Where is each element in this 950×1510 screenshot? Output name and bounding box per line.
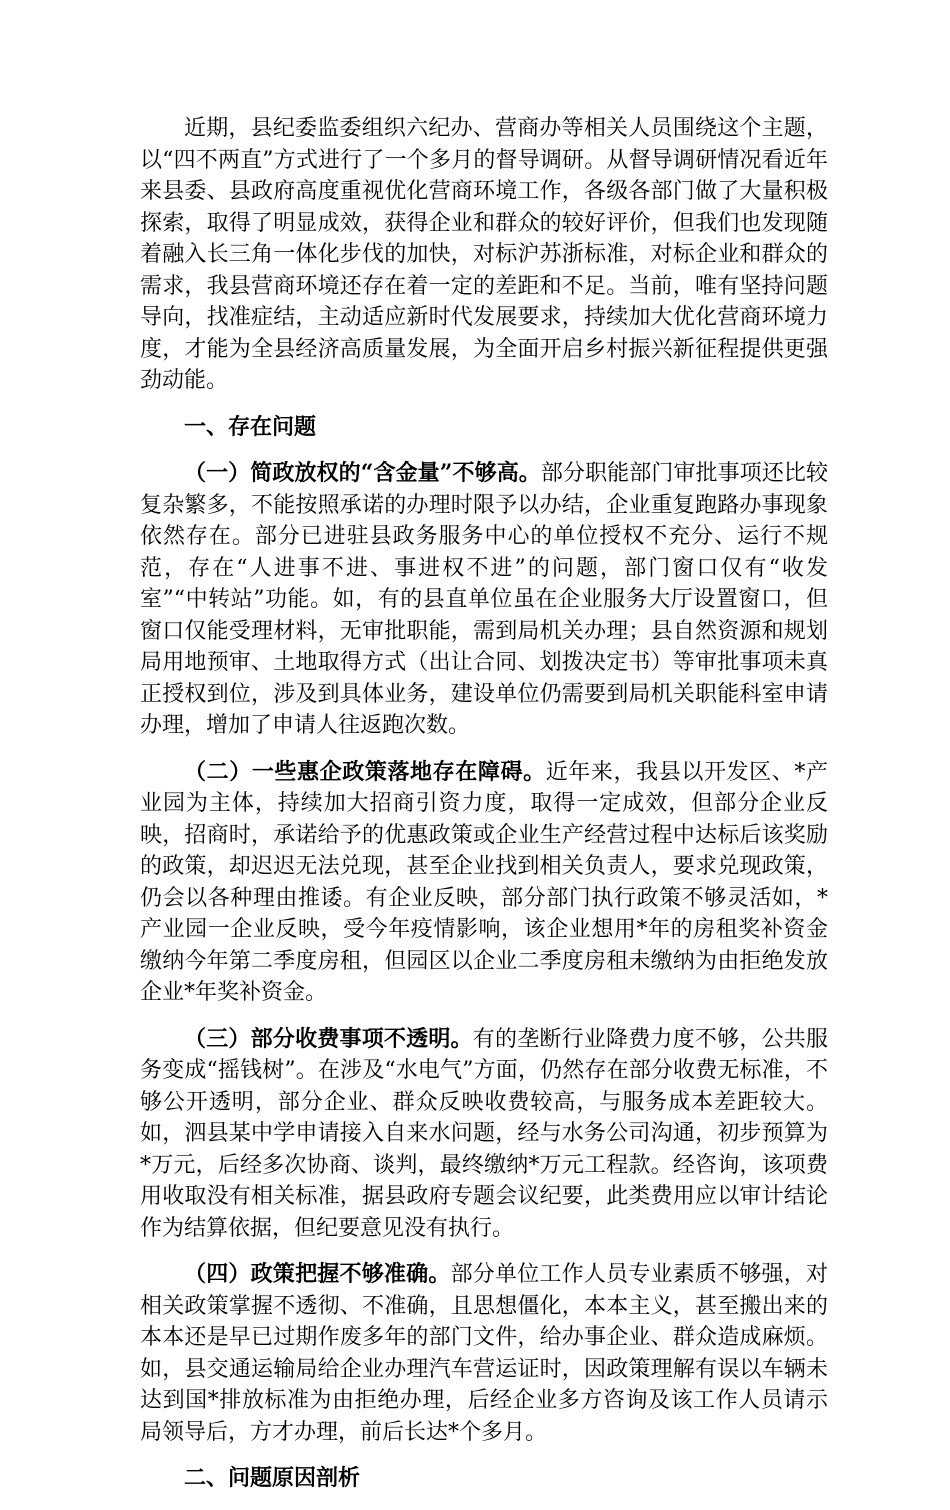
document-body	[140, 113, 828, 1510]
problem-item-3-title: （三）部分收费事项不透明。	[184, 1025, 473, 1052]
section-heading-problems: 一、存在问题	[184, 413, 317, 440]
problem-item-2	[140, 757, 828, 1009]
problem-item-1-body: 部分职能部门审批事项还比较复杂繁多，不能按照承诺的办理时限予以办结，企业重复跑路办事现象依然存在。部分已进驻县政务服务中心的单位授权不充分、运行不规范，存在“人进事不进、事进权不进”的问题，部门窗口仅有“收发室”“中转站”功能。如，有的县直单位虽在企业服务大厅设置窗口，但窗口仅能受理材料，无审批职能，需到局机关办理；县自然资源和规划局用地预审、土地取得方式（出让合同、划拨决定书）等审批事项未真正授权到位，涉及到具体业务，建设单位仍需要到局机关职能科室申请办理，增加了申请人往返跑次数。	[140, 461, 828, 738]
problem-item-4	[140, 1259, 828, 1448]
section-heading-causes: 二、问题原因剖析	[184, 1465, 361, 1491]
problem-item-3-body: 有的垄断行业降费力度不够，公共服务变成“摇钱树”。在涉及“水电气”方面，仍然存在部分收费无标准，不够公开透明，部分企业、群众反映收费较高，与服务成本差距较大。如，泗县某中学申请接入自来水问题，经与水务公司沟通，初步预算为*万元，后经多次协商、谈判，最终缴纳*万元工程款。经咨询，该项费用收取没有相关标准，据县政府专题会议纪要，此类费用应以审计结论作为结算依据，但纪要意见没有执行。	[140, 1026, 828, 1241]
problem-item-1-title: （一）简政放权的“含金量”不够高。	[184, 460, 541, 486]
problem-item-1	[140, 458, 828, 742]
problem-item-2-title: （二）一些惠企政策落地存在障碍。	[184, 758, 546, 785]
problem-item-3	[140, 1024, 828, 1245]
problem-item-4-title: （四）政策把握不够准确。	[184, 1261, 451, 1287]
intro-paragraph: 近期，县纪委监委组织六纪办、营商办等相关人员围绕这个主题，以“四不两直”方式进行了一个多月的督导调研。从督导调研情况看近年来县委、县政府高度重视优化营商环境工作，各级各部门做了大量积极探索，取得了明显成效，获得企业和群众的较好评价，但我们也发现随着融入长三角一体化步伐的加快，对标沪苏浙标准，对标企业和群众的需求，我县营商环境还存在着一定的差距和不足。当前，唯有坚持问题导向，找准症结，主动适应新时代发展要求，持续加大优化营商环境力度，才能为全县经济高质量发展，为全面开启乡村振兴新征程提供更强劲动能。	[140, 116, 828, 393]
problem-item-4-body: 部分单位工作人员专业素质不够强，对相关政策掌握不透彻、不准确，且思想僵化，本本主义，甚至搬出来的本本还是早已过期作废多年的部门文件，给办事企业、群众造成麻烦。如，县交通运输局给企业办理汽车营运证时，因政策理解有误以车辆未达到国*排放标准为由拒绝办理，后经企业多方咨询及该工作人员请示局领导后，方才办理，前后长达*个多月。	[140, 1262, 828, 1445]
problem-item-2-body: 近年来，我县以开发区、*产业园为主体，持续加大招商引资力度，取得一定成效，但部分企业反映，招商时，承诺给予的优惠政策或企业生产经营过程中达标后该奖励的政策，却迟迟无法兑现，甚至企业找到相关负责人，要求兑现政策，仍会以各种理由推诿。有企业反映，部分部门执行政策不够灵活如，*产业园一企业反映，受今年疫情影响，该企业想用*年的房租奖补资金缴纳今年第二季度房租，但园区以企业二季度房租未缴纳为由拒绝发放企业*年奖补资金。	[140, 759, 828, 1005]
